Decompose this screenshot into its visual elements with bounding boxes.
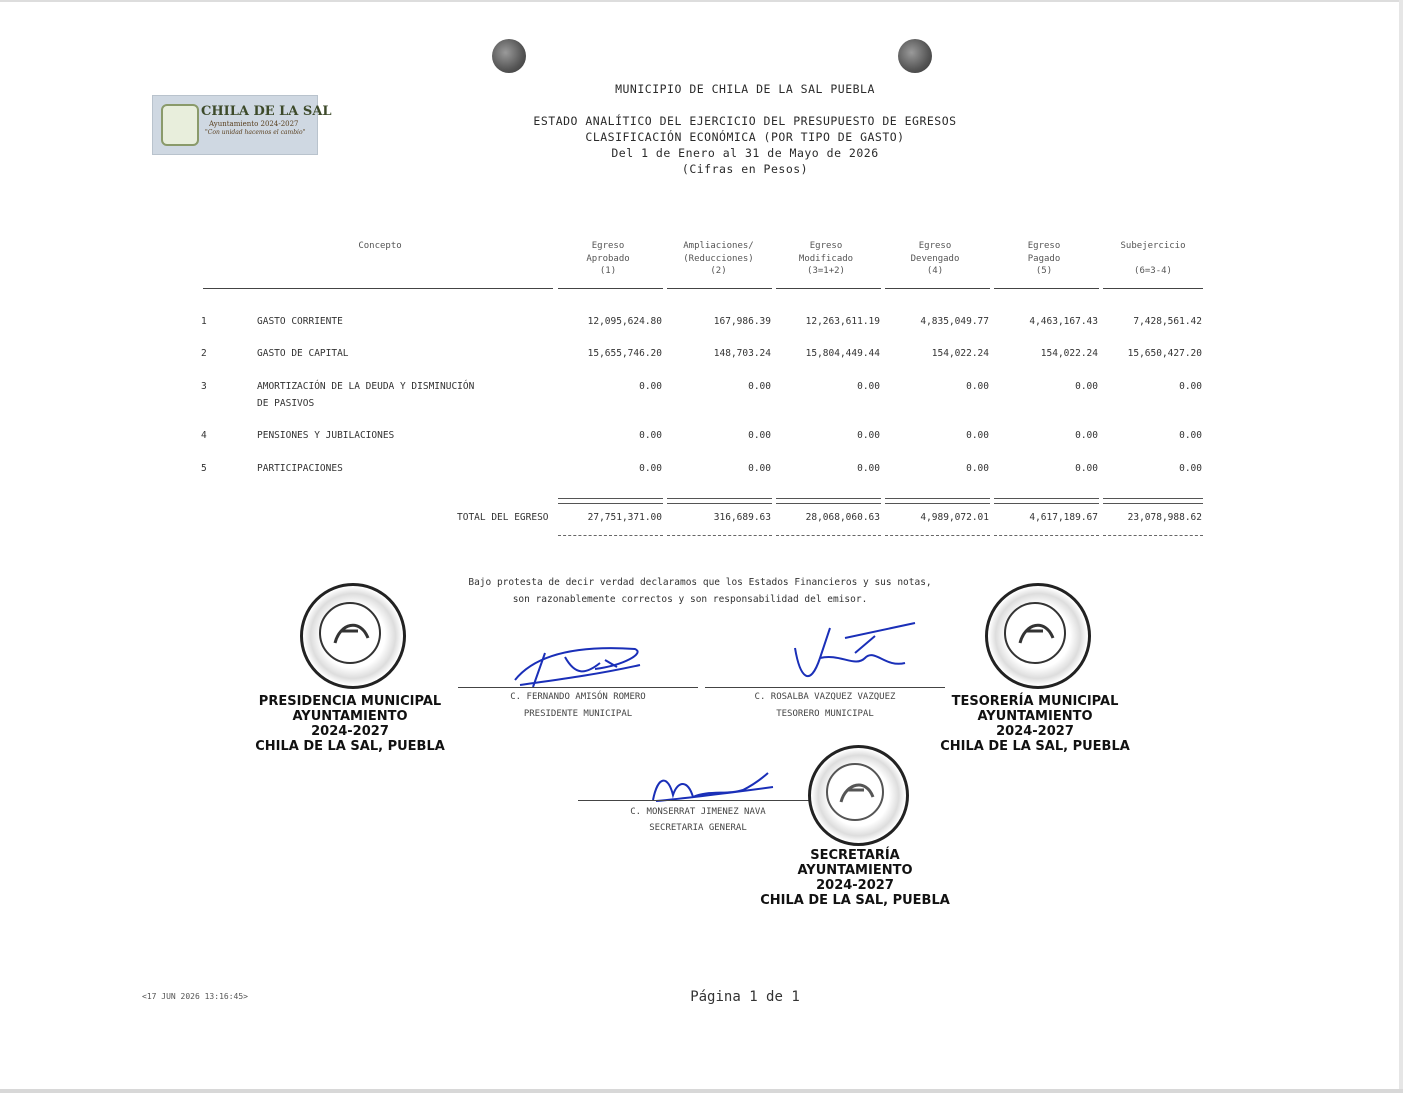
total-value-col-1: 27,751,371.00 xyxy=(587,512,662,523)
declaration-line-2: son razonablemente correctos y son responsabilidad del emisor. xyxy=(512,594,868,605)
column-header-1-l1: Egreso xyxy=(591,241,625,251)
signatory-title-presidente: PRESIDENTE MUNICIPAL xyxy=(523,709,633,719)
header-rule-2 xyxy=(667,288,772,289)
row-concept: AMORTIZACIÓN DE LA DEUDA Y DISMINUCIÓN xyxy=(257,381,475,392)
column-header-0 xyxy=(300,240,460,278)
page-number: Página 1 de 1 xyxy=(690,989,800,1005)
row-value-col-1: 15,655,746.20 xyxy=(587,348,662,359)
column-header-1-l2: Aprobado xyxy=(586,253,630,264)
column-header-0-l2 xyxy=(300,253,460,266)
column-header-5-l3: (5) xyxy=(1035,266,1053,276)
column-header-6-l3: (6=3-4) xyxy=(1134,266,1172,276)
column-header-4-l2: Devengado xyxy=(910,253,960,264)
row-number: 2 xyxy=(201,348,207,359)
seal-tesoreria-line-3: 2024-2027 xyxy=(996,724,1074,739)
total-bottom-rule-1 xyxy=(558,535,663,536)
header-units: (Cifras en Pesos) xyxy=(681,162,809,176)
total-double-rule-1 xyxy=(558,498,663,504)
seal-secretaria-line-2: AYUNTAMIENTO xyxy=(797,863,913,878)
row-concept: GASTO CORRIENTE xyxy=(257,316,343,327)
logo-title: CHILA DE LA SAL xyxy=(201,104,332,119)
row-concept: PENSIONES Y JUBILACIONES xyxy=(257,430,395,441)
header-rule-3 xyxy=(776,288,881,289)
seal-tesoreria-line-1: TESORERÍA MUNICIPAL xyxy=(951,694,1119,709)
total-value-col-2: 316,689.63 xyxy=(713,512,771,523)
column-header-4-l3: (4) xyxy=(926,266,944,276)
logo-subtitle: Ayuntamiento 2024-2027 xyxy=(209,120,299,128)
total-label: TOTAL DEL EGRESO xyxy=(457,512,549,523)
total-bottom-rule-6 xyxy=(1103,535,1203,536)
signatory-name-secretaria: C. MONSERRAT JIMENEZ NAVA xyxy=(630,807,766,817)
column-header-3-l3: (3=1+2) xyxy=(807,266,845,276)
row-number: 4 xyxy=(201,430,207,441)
row-value-col-2: 0.00 xyxy=(748,463,771,474)
header-rule-1 xyxy=(558,288,663,289)
logo-motto: "Con unidad hacemos el cambio" xyxy=(205,129,306,136)
total-bottom-rule-4 xyxy=(885,535,990,536)
row-value-col-2: 148,703.24 xyxy=(713,348,771,359)
signatory-title-tesorero: TESORERO MUNICIPAL xyxy=(776,709,874,719)
declaration-line-1: Bajo protesta de decir verdad declaramos que los Estados Financieros y sus notas, xyxy=(468,577,932,588)
column-header-5-l2: Pagado xyxy=(1027,253,1061,264)
header-rule-6 xyxy=(1103,288,1203,289)
row-value-col-6: 0.00 xyxy=(1179,463,1202,474)
page-edge-bottom xyxy=(0,1089,1403,1093)
signatory-name-presidente: C. FERNANDO AMISÓN ROMERO xyxy=(510,692,646,702)
row-number: 3 xyxy=(201,381,207,392)
row-value-col-1: 0.00 xyxy=(639,381,662,392)
page-edge-top xyxy=(0,0,1403,2)
print-timestamp: <17 JUN 2026 13:16:45> xyxy=(142,992,248,1001)
signatory-name-tesorero: C. ROSALBA VAZQUEZ VAZQUEZ xyxy=(754,692,896,702)
column-header-1 xyxy=(558,240,658,278)
signature-secretaria xyxy=(648,765,778,810)
row-value-col-3: 0.00 xyxy=(857,463,880,474)
total-double-rule-6 xyxy=(1103,498,1203,504)
signature-line-tesorero xyxy=(705,687,945,688)
row-value-col-3: 0.00 xyxy=(857,430,880,441)
row-number: 5 xyxy=(201,463,207,474)
total-bottom-rule-3 xyxy=(776,535,881,536)
signature-tesorero xyxy=(785,618,925,698)
row-value-col-5: 154,022.24 xyxy=(1040,348,1098,359)
column-header-2-l2: (Reducciones) xyxy=(683,253,754,264)
seal-presidencia-line-4: CHILA DE LA SAL, PUEBLA xyxy=(255,739,445,754)
page-edge-right xyxy=(1399,0,1403,1093)
seal-presidencia-line-1: PRESIDENCIA MUNICIPAL xyxy=(258,694,442,709)
total-bottom-rule-2 xyxy=(667,535,772,536)
signature-presidente xyxy=(505,635,650,695)
column-header-6-l2 xyxy=(1103,253,1203,266)
total-double-rule-3 xyxy=(776,498,881,504)
header-municipality: MUNICIPIO DE CHILA DE LA SAL PUEBLA xyxy=(615,82,875,96)
seal-secretaria-line-1: SECRETARÍA xyxy=(810,848,900,863)
seal-secretaria-text xyxy=(755,848,955,908)
row-value-col-4: 0.00 xyxy=(966,463,989,474)
row-value-col-2: 167,986.39 xyxy=(713,316,771,327)
total-double-rule-4 xyxy=(885,498,990,504)
row-value-col-5: 0.00 xyxy=(1075,430,1098,441)
row-value-col-4: 154,022.24 xyxy=(931,348,989,359)
seal-presidencia-line-3: 2024-2027 xyxy=(311,724,389,739)
row-value-col-1: 0.00 xyxy=(639,463,662,474)
punch-hole-left xyxy=(492,39,526,73)
seal-secretaria-line-4: CHILA DE LA SAL, PUEBLA xyxy=(760,893,950,908)
column-header-0-l1: Concepto xyxy=(358,241,402,251)
total-value-col-3: 28,068,060.63 xyxy=(805,512,880,523)
row-value-col-3: 15,804,449.44 xyxy=(805,348,880,359)
total-value-col-5: 4,617,189.67 xyxy=(1029,512,1098,523)
seal-secretaria-line-3: 2024-2027 xyxy=(816,878,894,893)
seal-tesoreria-text xyxy=(935,694,1135,754)
column-header-2-l1: Ampliaciones/ xyxy=(683,241,754,251)
seal-tesoreria-line-2: AYUNTAMIENTO xyxy=(977,709,1093,724)
column-header-1-l3: (1) xyxy=(599,266,617,276)
column-header-5 xyxy=(994,240,1094,278)
column-header-6-l1: Subejercicio xyxy=(1120,241,1186,251)
seal-presidencia-text xyxy=(250,694,450,754)
total-value-col-4: 4,989,072.01 xyxy=(920,512,989,523)
header-period: Del 1 de Enero al 31 de Mayo de 2026 xyxy=(611,146,879,160)
row-value-col-6: 0.00 xyxy=(1179,381,1202,392)
header-rule-4 xyxy=(885,288,990,289)
punch-hole-right xyxy=(898,39,932,73)
row-concept: GASTO DE CAPITAL xyxy=(257,348,349,359)
total-value-col-6: 23,078,988.62 xyxy=(1127,512,1202,523)
row-value-col-4: 4,835,049.77 xyxy=(920,316,989,327)
row-value-col-5: 0.00 xyxy=(1075,381,1098,392)
row-value-col-3: 0.00 xyxy=(857,381,880,392)
column-header-5-l1: Egreso xyxy=(1027,241,1061,251)
header-classification: CLASIFICACIÓN ECONÓMICA (POR TIPO DE GASTO) xyxy=(585,130,905,144)
column-header-2 xyxy=(667,240,770,278)
row-value-col-4: 0.00 xyxy=(966,430,989,441)
row-value-col-2: 0.00 xyxy=(748,430,771,441)
municipality-logo xyxy=(152,95,332,155)
seal-tesoreria-icon xyxy=(985,583,1091,689)
seal-tesoreria-line-4: CHILA DE LA SAL, PUEBLA xyxy=(940,739,1130,754)
row-value-col-5: 0.00 xyxy=(1075,463,1098,474)
row-concept: PARTICIPACIONES xyxy=(257,463,343,474)
row-value-col-3: 12,263,611.19 xyxy=(805,316,880,327)
header-rule-0 xyxy=(203,288,553,289)
logo-emblem-icon xyxy=(161,104,199,146)
column-header-4-l1: Egreso xyxy=(918,241,952,251)
signature-line-secretaria xyxy=(578,800,818,801)
column-header-3-l2: Modificado xyxy=(798,253,854,264)
row-number: 1 xyxy=(201,316,207,327)
row-value-col-1: 12,095,624.80 xyxy=(587,316,662,327)
row-value-col-2: 0.00 xyxy=(748,381,771,392)
row-value-col-5: 4,463,167.43 xyxy=(1029,316,1098,327)
column-header-6 xyxy=(1103,240,1203,278)
header-rule-5 xyxy=(994,288,1099,289)
total-bottom-rule-5 xyxy=(994,535,1099,536)
total-double-rule-5 xyxy=(994,498,1099,504)
column-header-3-l1: Egreso xyxy=(809,241,843,251)
total-double-rule-2 xyxy=(667,498,772,504)
row-value-col-1: 0.00 xyxy=(639,430,662,441)
signatory-title-secretaria: SECRETARIA GENERAL xyxy=(649,823,747,833)
signature-line-presidente xyxy=(458,687,698,688)
column-header-4 xyxy=(885,240,985,278)
row-value-col-6: 15,650,427.20 xyxy=(1127,348,1202,359)
row-value-col-4: 0.00 xyxy=(966,381,989,392)
seal-presidencia-icon xyxy=(300,583,406,689)
seal-presidencia-line-2: AYUNTAMIENTO xyxy=(292,709,408,724)
column-header-0-l3 xyxy=(300,265,460,278)
row-value-col-6: 0.00 xyxy=(1179,430,1202,441)
header-report-title: ESTADO ANALÍTICO DEL EJERCICIO DEL PRESUPUESTO DE EGRESOS xyxy=(533,114,957,128)
column-header-2-l3: (2) xyxy=(710,266,727,276)
seal-secretaria-icon xyxy=(808,745,909,846)
column-header-3 xyxy=(776,240,876,278)
row-concept-cont: DE PASIVOS xyxy=(257,398,315,409)
row-value-col-6: 7,428,561.42 xyxy=(1133,316,1202,327)
